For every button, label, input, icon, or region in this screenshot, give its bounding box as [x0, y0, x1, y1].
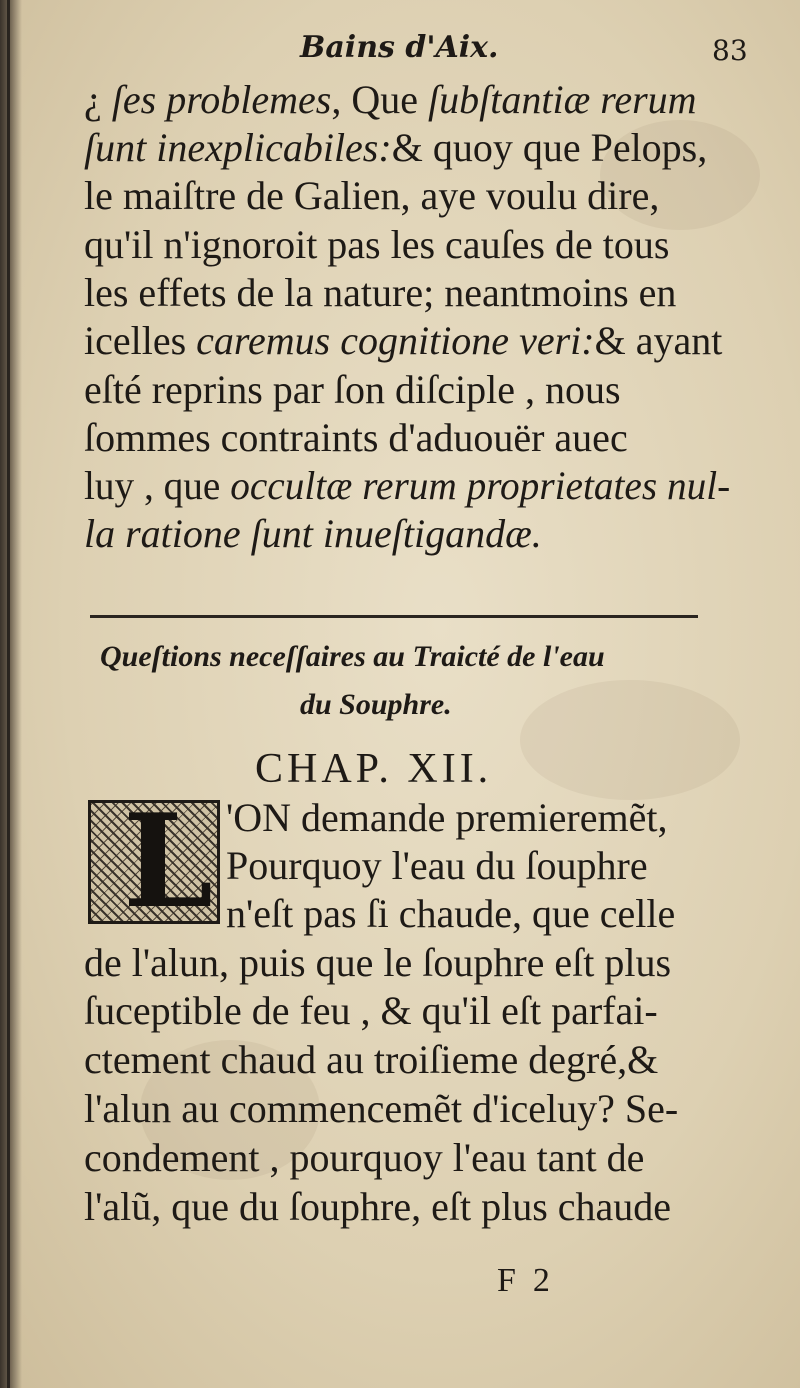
body-line [84, 222, 670, 267]
signature-mark: F 2 [497, 1262, 550, 1299]
chapter-line: condement , pourquoy l'eau tant de [84, 1135, 645, 1180]
italic-run: la ratione ſunt inueſtigandæ. [84, 511, 542, 556]
section-title-line-1: Queſtions neceſſaires au Traicté de l'eau [100, 640, 605, 673]
paper-stain [520, 680, 740, 800]
body-line [84, 173, 660, 218]
roman-run: ſommes contraints d'aduouër auec [84, 415, 628, 460]
italic-run: ſubſtantiæ rerum [428, 77, 697, 122]
roman-run: qu'il n'ignoroit pas les cauſes de tous [84, 222, 670, 267]
chapter-line: ctement chaud au troiſieme degré,& [84, 1037, 659, 1082]
spine-line [7, 0, 10, 1388]
italic-run: ſes problemes [111, 77, 332, 122]
roman-run: les effets de la nature; neantmoins en [84, 270, 677, 315]
chapter-line: l'alũ, que du ſouphre, eſt plus chaude [84, 1184, 672, 1229]
body-line [84, 318, 723, 363]
running-head: Bains d'Aix. [300, 30, 499, 65]
italic-run: ſunt inexplicabiles: [84, 125, 392, 170]
gutter-shadow [0, 0, 22, 1388]
body-line [84, 415, 628, 460]
body-line [84, 367, 621, 412]
italic-run: occultæ rerum proprietates nul- [230, 463, 731, 508]
roman-run: le maiſtre de Galien, aye voulu dire, [84, 173, 660, 218]
chapter-line: Pourquoy l'eau du ſouphre [226, 843, 648, 888]
body-line [84, 77, 697, 122]
roman-run: & quoy que Pelops, [391, 125, 708, 170]
body-line [84, 270, 677, 315]
chapter-heading: CHAP. XII. [255, 746, 493, 792]
drop-cap-letter: L [123, 787, 213, 937]
roman-run: , Que [331, 77, 428, 122]
body-line [84, 511, 542, 556]
roman-run: eſté reprins par ſon diſciple , nous [84, 367, 621, 412]
chapter-line: n'eſt pas ſi chaude, que celle [226, 891, 676, 936]
italic-run: caremus cognitione veri: [196, 318, 595, 363]
roman-run: ¿ [84, 77, 112, 122]
section-title-line-2: du Souphre. [300, 688, 452, 721]
chapter-line: de l'alun, puis que le ſouphre eſt plus [84, 940, 672, 985]
chapter-line: 'ON demande premieremẽt, [226, 795, 668, 840]
roman-run: icelles [84, 318, 197, 363]
body-line [84, 463, 731, 508]
section-rule [90, 615, 698, 618]
drop-cap-ornament [88, 787, 220, 937]
chapter-line: l'alun au commencemẽt d'iceluy? Se- [84, 1086, 679, 1131]
roman-run: & ayant [594, 318, 723, 363]
page-number: 83 [712, 34, 748, 67]
roman-run: luy , que [84, 463, 231, 508]
chapter-line: ſuceptible de feu , & qu'il eſt parfai- [84, 988, 658, 1033]
body-line [84, 125, 708, 170]
